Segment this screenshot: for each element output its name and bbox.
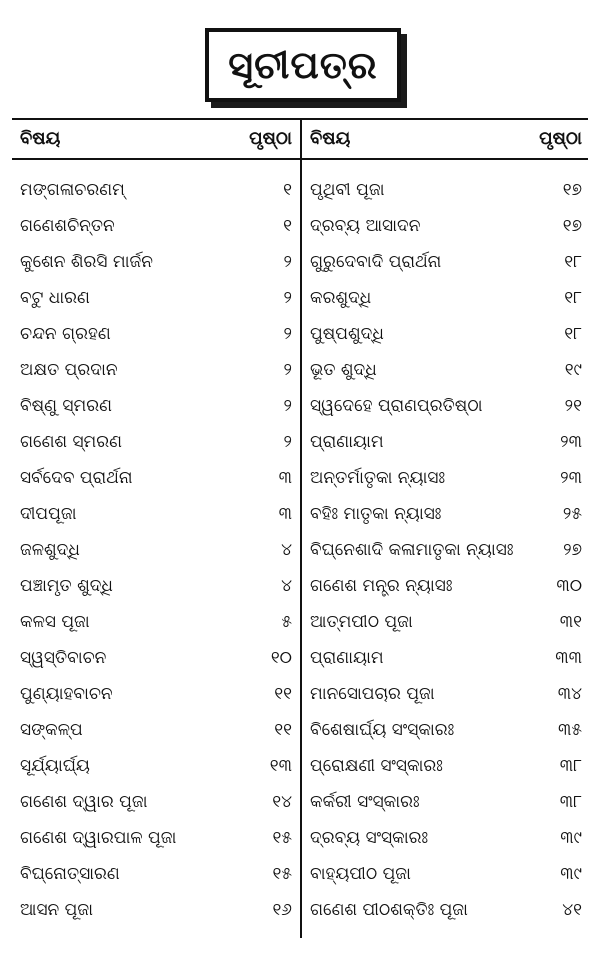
entry-subject: ବହିଃ ମାତୃକା ନ୍ୟାସଃ — [310, 504, 442, 524]
entry-page-number: ୧୫ — [272, 864, 292, 884]
toc-entry — [302, 208, 590, 244]
entry-subject: ବିଘ୍ନେଶାଦି କଳାମାତୃକା ନ୍ୟାସଃ — [310, 540, 514, 560]
toc-entry — [302, 280, 590, 316]
entry-page-number: ୧୬ — [272, 900, 292, 920]
toc-entry — [302, 820, 590, 856]
entry-page-number: ୩୮ — [559, 792, 582, 812]
entry-subject: ଗଣେଶଚିନ୍ତନ — [20, 216, 115, 236]
entry-page-number: ୩ — [278, 468, 292, 488]
toc-entry — [12, 424, 300, 460]
toc-entry — [302, 568, 590, 604]
entry-subject: ଗୁରୁଦେବାଦି ପ୍ରାର୍ଥନା — [310, 252, 442, 272]
entry-page-number: ୪୧ — [562, 900, 582, 920]
entry-subject: ବିଘ୍ନୋତ୍ସାରଣ — [20, 864, 120, 884]
entry-subject: ସ୍ୱଦେହେ ପ୍ରାଣପ୍ରତିଷ୍ଠା — [310, 396, 483, 416]
title-plate — [205, 28, 401, 102]
entry-subject: ଦ୍ରବ୍ୟ ସଂସ୍କାରଃ — [310, 828, 429, 848]
right-column — [302, 118, 590, 928]
entry-page-number: ୧ — [283, 216, 292, 236]
entry-subject: କୁଶେନ ଶିରସି ମାର୍ଜନ — [20, 252, 153, 272]
entry-page-number: ୧୧ — [274, 684, 292, 704]
entry-page-number: ୧୭ — [562, 180, 582, 200]
entry-subject: ଗଣେଶ ମନ୍ତ୍ର ନ୍ୟାସଃ — [310, 576, 453, 596]
entry-page-number: ୫ — [281, 612, 292, 632]
toc-entry — [302, 244, 590, 280]
toc-entry — [12, 352, 300, 388]
entry-page-number: ୩୪ — [557, 684, 582, 704]
entry-subject: ମଙ୍ଗଳାଚରଣମ୍ — [20, 180, 125, 200]
entry-subject: ଆସନ ପୂଜା — [20, 900, 93, 920]
toc-entry — [12, 640, 300, 676]
left-entry-list — [12, 172, 300, 928]
toc-entry — [302, 856, 590, 892]
entry-subject: ସୂର୍ଯ୍ୟାର୍ଘ୍ୟ — [20, 756, 90, 776]
entry-subject: ବିଷ୍ଣୁ ସ୍ମରଣ — [20, 396, 112, 416]
entry-page-number: ୧୪ — [272, 792, 292, 812]
toc-entry — [12, 172, 300, 208]
entry-subject: ଅନ୍ତର୍ମାତୃକା ନ୍ୟାସଃ — [310, 468, 446, 488]
entry-page-number: ୧୯ — [564, 360, 582, 380]
page-title: ସୂଚୀପତ୍ର — [205, 28, 401, 102]
entry-subject: ଜଳଶୁଦ୍ଧି — [20, 540, 80, 560]
entry-subject: ପ୍ରାଣାୟାମ — [310, 432, 384, 452]
entry-subject: ପ୍ରୋକ୍ଷଣୀ ସଂସ୍କାରଃ — [310, 756, 443, 776]
entry-subject: ବିଶେଷାର୍ଘ୍ୟ ସଂସ୍କାରଃ — [310, 720, 455, 740]
entry-subject: ପୁଣ୍ୟାହବାଚନ — [20, 684, 113, 704]
entry-page-number: ୩୩ — [555, 648, 582, 668]
entry-page-number: ୨୭ — [563, 540, 582, 560]
entry-subject: ବଟୁ ଧାରଣ — [20, 288, 90, 308]
entry-page-number: ୨୫ — [562, 504, 582, 524]
toc-entry — [302, 496, 590, 532]
left-column — [12, 118, 300, 928]
entry-page-number: ୨ — [283, 360, 292, 380]
toc-entry — [302, 712, 590, 748]
entry-subject: ଚନ୍ଦନ ଗ୍ରହଣ — [20, 324, 111, 344]
toc-entry — [12, 676, 300, 712]
entry-page-number: ୨୧ — [564, 396, 582, 416]
entry-subject: ଦ୍ରବ୍ୟ ଆସାଦନ — [310, 216, 421, 236]
entry-page-number: ୩୦ — [556, 576, 582, 596]
entry-subject: ସର୍ବଦେବ ପ୍ରାର୍ଥନା — [20, 468, 133, 488]
toc-entry — [302, 892, 590, 928]
toc-entry — [12, 856, 300, 892]
entry-page-number: ୨ — [283, 324, 292, 344]
right-entry-list — [302, 172, 590, 928]
toc-entry — [302, 316, 590, 352]
entry-subject: ସଙ୍କଳ୍ପ — [20, 720, 83, 740]
toc-entry — [302, 604, 590, 640]
entry-page-number: ୧୧ — [274, 720, 292, 740]
toc-entry — [12, 244, 300, 280]
toc-entry — [302, 748, 590, 784]
toc-entry — [302, 388, 590, 424]
left-column-header — [12, 118, 300, 158]
page-header: ପୃଷ୍ଠା — [539, 127, 582, 149]
toc-entry — [12, 784, 300, 820]
entry-page-number: ୩୯ — [560, 828, 582, 848]
toc-entry — [12, 820, 300, 856]
toc-entry — [12, 604, 300, 640]
page-header: ପୃଷ୍ଠା — [249, 127, 292, 149]
toc-entry — [12, 460, 300, 496]
toc-entry — [12, 208, 300, 244]
entry-subject: ଭୂତ ଶୁଦ୍ଧି — [310, 360, 377, 380]
entry-page-number: ୨ — [283, 396, 292, 416]
entry-subject: ଗଣେଶ ସ୍ମରଣ — [20, 432, 123, 452]
entry-page-number: ୧୮ — [564, 252, 582, 272]
toc-entry — [302, 676, 590, 712]
contents-table — [12, 118, 588, 938]
toc-entry — [12, 892, 300, 928]
toc-entry — [12, 496, 300, 532]
entry-page-number: ୧୩ — [269, 756, 292, 776]
entry-subject: ଦୀପପୂଜା — [20, 504, 77, 524]
entry-subject: ଅକ୍ଷତ ପ୍ରଦାନ — [20, 360, 118, 380]
entry-page-number: ୨ — [283, 432, 292, 452]
toc-entry — [12, 388, 300, 424]
entry-page-number: ୪ — [281, 576, 292, 596]
entry-subject: ପ୍ରାଣାୟାମ — [310, 648, 384, 668]
entry-page-number: ୨ — [283, 252, 292, 272]
toc-entry — [12, 712, 300, 748]
toc-entry — [302, 460, 590, 496]
entry-page-number: ୧୭ — [562, 216, 582, 236]
toc-entry — [302, 172, 590, 208]
toc-entry — [302, 784, 590, 820]
toc-entry — [12, 568, 300, 604]
toc-entry — [12, 316, 300, 352]
entry-page-number: ୧୮ — [564, 288, 582, 308]
entry-subject: କର୍କରୀ ସଂସ୍କାରଃ — [310, 792, 420, 812]
entry-page-number: ୪ — [281, 540, 292, 560]
entry-page-number: ୨ — [283, 288, 292, 308]
toc-entry — [302, 532, 590, 568]
toc-entry — [12, 280, 300, 316]
entry-subject: ସ୍ୱସ୍ତିବାଚନ — [20, 648, 107, 668]
entry-page-number: ୩୧ — [559, 612, 582, 632]
toc-entry — [302, 352, 590, 388]
entry-subject: ପୃଥିବୀ ପୂଜା — [310, 180, 385, 200]
entry-subject: ଗଣେଶ ଦ୍ୱାରପାଳ ପୂଜା — [20, 828, 177, 848]
subject-header: ବିଷୟ — [310, 127, 351, 149]
toc-entry — [302, 424, 590, 460]
entry-page-number: ୩୫ — [558, 720, 582, 740]
toc-entry — [12, 532, 300, 568]
entry-subject: କରଶୁଦ୍ଧି — [310, 288, 372, 308]
entry-page-number: ୧ — [283, 180, 292, 200]
entry-subject: କଳସ ପୂଜା — [20, 612, 90, 632]
entry-page-number: ୧୫ — [272, 828, 292, 848]
right-column-header — [302, 118, 590, 158]
entry-subject: ପୁଷ୍ପଶୁଦ୍ଧି — [310, 324, 384, 344]
entry-subject: ଆତ୍ମପୀଠ ପୂଜା — [310, 612, 413, 632]
entry-subject: ପଞ୍ଚାମୃତ ଶୁଦ୍ଧି — [20, 576, 113, 596]
entry-page-number: ୨୩ — [560, 432, 582, 452]
subject-header: ବିଷୟ — [20, 127, 61, 149]
entry-page-number: ୧୦ — [270, 648, 292, 668]
entry-subject: ବାହ୍ୟପୀଠ ପୂଜା — [310, 864, 411, 884]
entry-subject: ଗଣେଶ ଦ୍ୱାର ପୂଜା — [20, 792, 148, 812]
entry-subject: ଗଣେଶ ପୀଠଶକ୍ତିଃ ପୂଜା — [310, 900, 468, 920]
toc-entry — [12, 748, 300, 784]
entry-page-number: ୧୮ — [564, 324, 582, 344]
entry-page-number: ୩୯ — [560, 864, 582, 884]
entry-page-number: ୨୩ — [560, 468, 582, 488]
entry-page-number: ୩୮ — [559, 756, 582, 776]
entry-subject: ମାନସୋପଚାର ପୂଜା — [310, 684, 435, 704]
entry-page-number: ୩ — [278, 504, 292, 524]
toc-entry — [302, 640, 590, 676]
